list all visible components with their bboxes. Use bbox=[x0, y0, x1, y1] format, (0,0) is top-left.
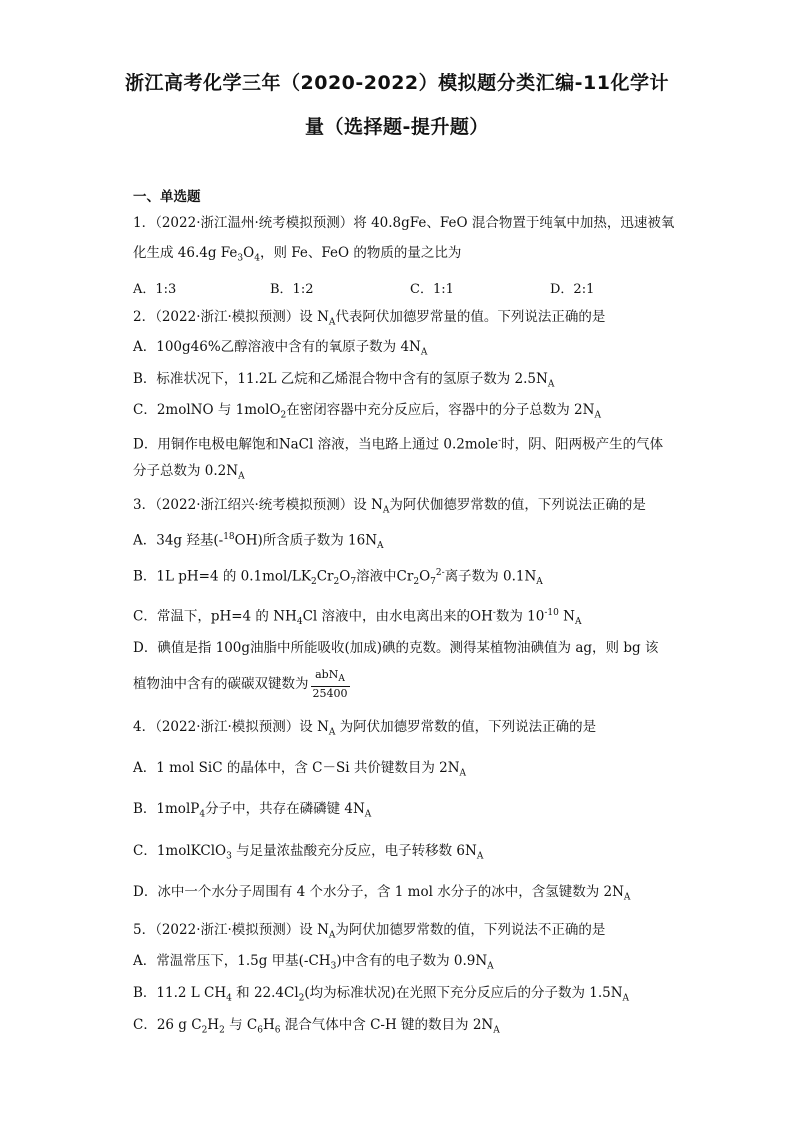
q4-option-c: C．1molKClO$_3$ 与足量浓盐酸充分反应，电子转移数 $6N_A$ bbox=[133, 843, 484, 862]
q3-option-c: C．常温下，pH=4 的 $NH_4Cl$ 溶液中，由水电离出来的OH-数为 $10^{-10}$ $N_A$ bbox=[133, 608, 582, 628]
q2-option-c: C．2molNO 与 1molO$_2$在密闭容器中充分反应后，容器中的分子总数为 $2N_A$ bbox=[133, 402, 601, 421]
q1-option-a: A．1:3 bbox=[133, 282, 177, 297]
q3-option-a: A．34g 羟基(-$^{18}$OH)所含质子数为 $16N_A$ bbox=[133, 532, 384, 552]
document-title-line-2: 量（选择题-提升题） bbox=[305, 116, 489, 138]
q1-stem-line-2: 化生成 46.4g $Fe_3O_4$，则 Fe、FeO 的物质的量之比为 bbox=[133, 245, 462, 264]
q4-stem: 4．（2022·浙江·模拟预测）设 $N_A$ 为阿伏加德罗常数的值，下列说法正确的是 bbox=[133, 719, 597, 738]
section-heading: 一、单选题 bbox=[133, 189, 201, 205]
q3-stem: 3．（2022·浙江绍兴·统考模拟预测）设 $N_A$为阿伏伽德罗常数的值，下列说法正确的是 bbox=[133, 497, 646, 516]
q2-option-b: B．标准状况下，11.2L 乙烷和乙烯混合物中含有的氢原子数为 $2.5N_A$ bbox=[133, 371, 555, 390]
document-title-line-1: 浙江高考化学三年（2020-2022）模拟题分类汇编-11化学计 bbox=[125, 72, 669, 94]
q5-option-c: C．26 g $C_2H_2$ 与 $C_6H_6$ 混合气体中含 C-H 键的数目为 $2N_A$ bbox=[133, 1017, 500, 1036]
q4-option-b: B．1molP$_4$分子中，共存在磷磷键 $4N_A$ bbox=[133, 801, 372, 820]
q2-stem: 2．（2022·浙江·模拟预测）设 $N_A$代表阿伏加德罗常量的值。下列说法正确的是 bbox=[133, 309, 606, 328]
q3-option-d-line-2: 植物油中含有的碳碳双键数为 $\frac{abN_A}{25400}$ bbox=[133, 668, 348, 701]
q3-option-b: B．1L pH=4 的 $0.1mol/LK_2Cr_2O_7$溶液中$Cr_2O_7^{2-}$离子数为 $0.1N_A$ bbox=[133, 568, 543, 588]
q1-option-b: B．1:2 bbox=[270, 282, 314, 297]
q2-option-a: A．100g46%乙醇溶液中含有的氧原子数为 $4N_A$ bbox=[133, 339, 428, 358]
q1-option-c: C．1:1 bbox=[410, 282, 454, 297]
q1-stem-line-1: 1．（2022·浙江温州·统考模拟预测）将 40.8gFe、FeO 混合物置于纯氧中加热，迅速被氧 bbox=[133, 215, 675, 231]
q4-option-a: A．1 mol SiC 的晶体中，含 C－Si 共价键数目为 $2N_A$ bbox=[133, 760, 467, 779]
q3-fraction: $\frac{abN_A}{25400}$ bbox=[312, 668, 348, 701]
q5-stem: 5．（2022·浙江·模拟预测）设 $N_A$为阿伏加德罗常数的值，下列说法不正确的是 bbox=[133, 922, 606, 941]
q3-option-d-line-1: D．碘值是指 100g油脂中所能吸收(加成)碘的克数。测得某植物油碘值为 ag，则 bg 该 bbox=[133, 640, 659, 656]
q2-option-d-line-1: D．用铜作电极电解饱和NaCl 溶液，当电路上通过 0.2mole-时，阴、阳两极产生的气体 bbox=[133, 436, 664, 453]
q5-option-a: A．常温常压下，1.5g 甲基$(-CH_3)$中含有的电子数为 $0.9N_A$ bbox=[133, 953, 494, 972]
q5-option-b: B．11.2 L $CH_4$ 和 $22.4Cl_2$(均为标准状况)在光照下充分反应后的分子数为 $1.5N_A$ bbox=[133, 985, 630, 1004]
q2-option-d-line-2: 分子总数为 $0.2N_A$ bbox=[133, 463, 245, 482]
q4-option-d: D．冰中一个水分子周围有 4 个水分子，含 1 mol 水分子的冰中，含氢键数为 $2N_A$ bbox=[133, 884, 631, 903]
q1-option-d: D．2:1 bbox=[550, 282, 595, 297]
